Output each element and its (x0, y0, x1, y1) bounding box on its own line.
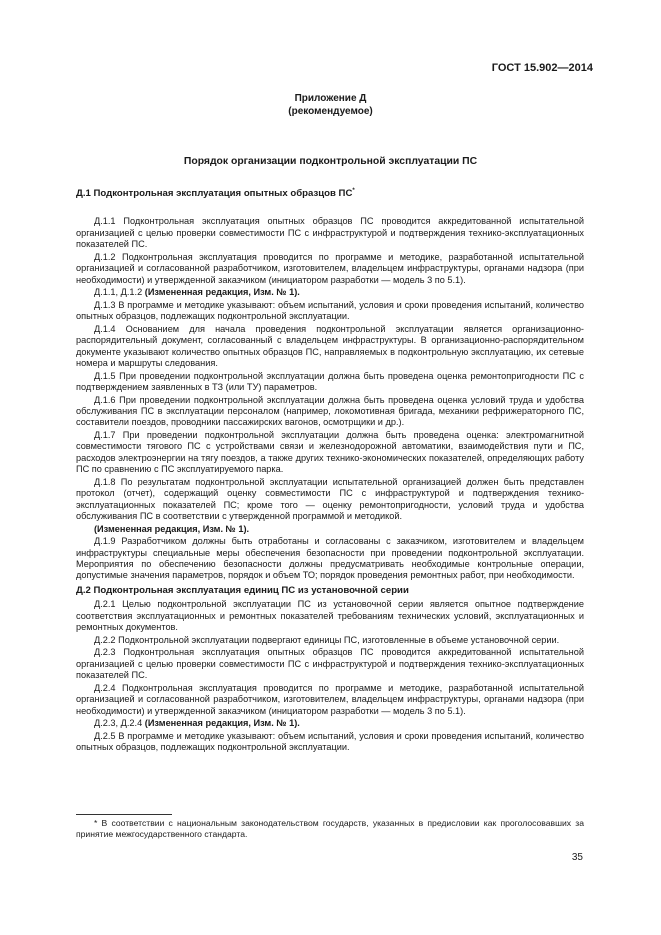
footnote: * В соответствии с национальным законодательством государств, указанных в предисловии как проголосовавших за принятие межгосударственного стандарта. (76, 818, 584, 839)
paragraph-d1-1: Д.1.1 Подконтрольная эксплуатация опытных образцов ПС проводится аккредитованной испытательной организацией с целью проверки совместимости ПС с инфраструктурой и подтверждения технико-эксплуатационных показателей ПС. (76, 216, 584, 250)
paragraph-d2-4: Д.2.4 Подконтрольная эксплуатация проводится по программе и методике, разработанной испытательной организацией и согласованной разработчиком, изготовителем, владельцем инфраструктуры, органами надзора (при необходимости) и утвержденной заказчиком (инициатором разработки — модель 3 по 5.1). (76, 682, 584, 716)
paragraph-d1-6: Д.1.6 При проведении подконтрольной эксплуатации должна быть проведена оценка условий труда и удобства обслуживания ПС в эксплуатации персоналом (например, локомотивная бригада, механики рефрижераторного ПС, составители поездов, проводники пассажирских вагонов, осмотрщики и др.). (76, 394, 584, 428)
appendix-title: Порядок организации подконтрольной эксплуатации ПС (183, 156, 478, 167)
paragraph-d2-2: Д.2.2 Подконтрольной эксплуатации подвергают единицы ПС, изготовленные в объеме установочной серии. (94, 634, 560, 645)
paragraph-d1-2: Д.1.2 Подконтрольная эксплуатация проводится по программе и методике, разработанной испытательной организацией и согласованной разработчиком, изготовителем, владельцем инфраструктуры, органами надзора (при необходимости) и утвержденной заказчиком (инициатором разработки — модель 3 по 5.1). (76, 251, 584, 285)
paragraph-d1-8-edition (76, 524, 584, 535)
paragraph-d2-3: Д.2.3 Подконтрольная эксплуатация опытных образцов ПС проводится аккредитованной испытательной организацией с целью проверки совместимости ПС с инфраструктурой и подтверждения технико-эксплуатационных показателей ПС. (76, 647, 584, 681)
paragraph-d2-edition (76, 718, 584, 729)
page-number: 35 (571, 852, 583, 863)
edition-prefix: Д.2.3, Д.2.4 (94, 718, 145, 729)
section-heading-d2: Д.2 Подконтрольная эксплуатация единиц ПС из установочной серии (76, 584, 409, 596)
appendix-type: (рекомендуемое) (288, 106, 373, 117)
paragraph-d1-9: Д.1.9 Разработчиком должны быть отработаны и согласованы с заказчиком, изготовителем и владельцем инфраструктуры специальные меры обеспечения безопасности при проведении подконтрольной эксплуатации. Мероприятия по обеспечению безопасности должны предусматривать необходимые контрольные операции, допустимые значения параметров, порядок и объем ТО; порядок проведения ремонтных работ, при необходимости. (76, 536, 584, 581)
paragraph-d1-5: Д.1.5 При проведении подконтрольной эксплуатации должна быть проведена оценка ремонтопригодности ПС с подтверждением заявленных в ТЗ (или ТУ) параметров. (76, 370, 584, 393)
appendix-heading (0, 92, 661, 118)
edition-prefix: Д.1.1, Д.1.2 (94, 287, 145, 298)
paragraph-d1-edition (76, 287, 584, 298)
edition-note: (Измененная редакция, Изм. № 1). (94, 523, 250, 534)
paragraph-d2-1: Д.2.1 Целью подконтрольной эксплуатации ПС из установочной серии является опытное подтверждение соответствия эксплуатационных и ремонтных показателей требованиям технических условий, эксплуатационных и ремонтных документов. (76, 599, 584, 633)
appendix-label: Приложение Д (294, 93, 367, 104)
paragraph-d1-3: Д.1.3 В программе и методике указывают: объем испытаний, условия и сроки проведения испытаний, количество опытных образцов, подлежащих подконтрольной эксплуатации. (76, 299, 584, 322)
section-heading-d1 (76, 188, 584, 199)
paragraph-d2-5: Д.2.5 В программе и методике указывают: объем испытаний, условия и сроки проведения испытаний, количество опытных образцов, подлежащих подконтрольной эксплуатации. (76, 730, 584, 753)
edition-note: (Измененная редакция, Изм. № 1). (144, 287, 300, 298)
document-body (76, 188, 584, 755)
footnote-mark: * (352, 187, 355, 194)
paragraph-d1-7: Д.1.7 При проведении подконтрольной эксплуатации должна быть проведена оценка: электромагнитной совместимости тягового ПС с устройствами связи и железнодорожной автоматики, взаимодействия пути и ПС, расходов электроэнергии на тягу поездов, а также других технико-экономических показателей, определяющих работу ПС по сравнению с ПС эксплуатируемого парка. (76, 430, 584, 475)
document-code: ГОСТ 15.902—2014 (491, 62, 593, 74)
footnote-divider (76, 814, 172, 815)
paragraph-d1-8: Д.1.8 По результатам подконтрольной эксплуатации испытательной организацией должен быть представлен протокол (отчет), содержащий оценку совместимости ПС с инфраструктурой и подтверждения технико-эксплуатационных показателей ПС; кроме того — оценку ремонтопригодности, условий труда и удобства обслуживания ПС в соответствии с утвержденной программой и методикой. (76, 476, 584, 522)
paragraph-d1-4: Д.1.4 Основанием для начала проведения подконтрольной эксплуатации является организационно-распорядительный документ, согласованный с владельцем инфраструктуры. В организационно-распорядительном документе указывают количество опытных образцов ПС, направляемых в подконтрольную эксплуатацию, их сетевые номера и маршруты следования. (76, 323, 584, 369)
section-heading-text: Д.1 Подконтрольная эксплуатация опытных образцов ПС (76, 188, 353, 199)
edition-note: (Измененная редакция, Изм. № 1). (144, 718, 300, 729)
